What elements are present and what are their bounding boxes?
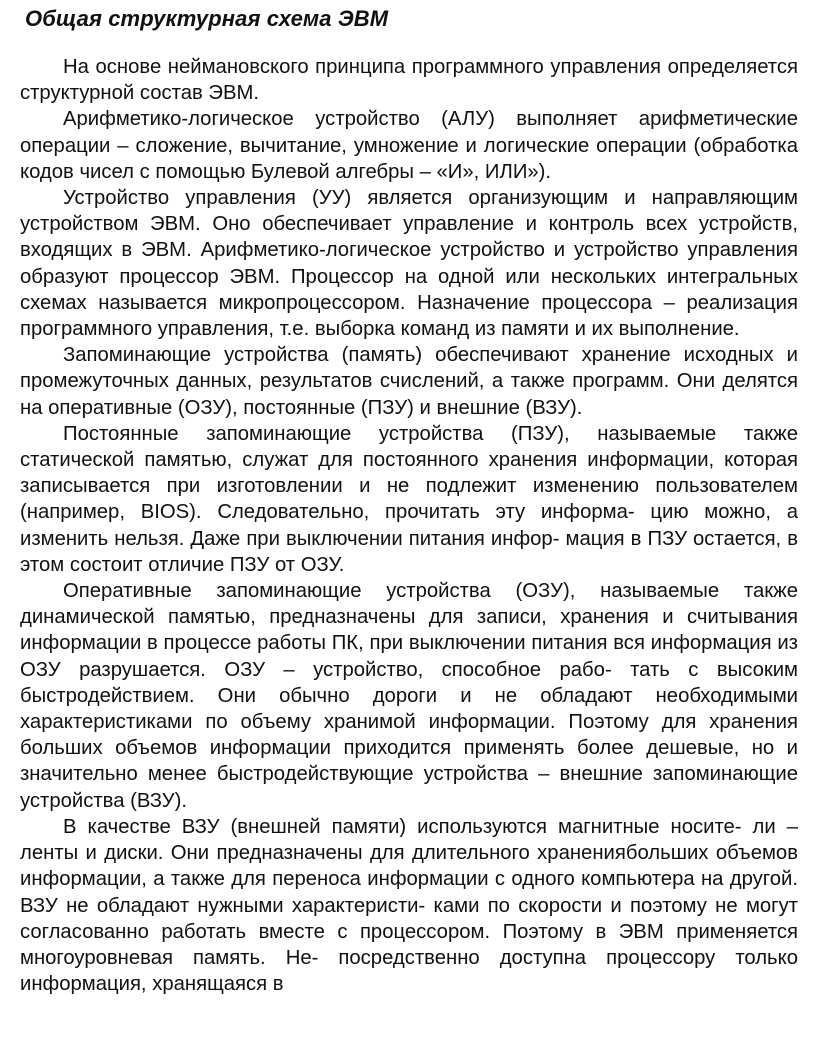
- paragraph-alu: Арифметико-логическое устройство (АЛУ) выполняет арифметические операции – сложение, вычитание, умножение и логические операции (обработка кодов чисел с помощью Булевой алгебры – «И», ИЛИ»).: [20, 108, 798, 183]
- paragraph-rom: Постоянные запоминающие устройства (ПЗУ), называемые также статической памятью, служат для постоянного хранения информации, которая записывается при изготовлении и не подлежит изменению пользователем (например, BIOS). Следовательно, прочитать эту информа- цию можно, а изменить нельзя. Даже при выключении питания инфор- мация в ПЗУ остается, в этом состоит отличие ПЗУ от ОЗУ.: [20, 422, 798, 576]
- paragraph-ram: Оперативные запоминающие устройства (ОЗУ), называемые также динамической памятью, предназначены для записи, хранения и считывания информации в процессе работы ПК, при выключении питания вся информация из ОЗУ разрушается. ОЗУ – устройство, способное рабо- тать с высоким быстродействием. Они обычно дороги и не обладают необходимыми характеристиками по объему хранимой информации. Поэтому для хранения больших объемов информации приходится применять более дешевые, но и значительно менее быстродействующие устройства – внешние запоминающие устройства (ВЗУ).: [20, 580, 798, 812]
- paragraph-control-unit: Устройство управления (УУ) является организующим и направляющим устройством ЭВМ. Оно обеспечивает управление и контроль всех устройств, входящих в ЭВМ. Арифметико-логическое устройство и устройство управления образуют процессор ЭВМ. Процессор на одной или нескольких интегральных схемах называется микропроцессором. Назначение процессора – реализация программного управления, т.е. выборка команд из памяти и их выполнение.: [20, 187, 798, 341]
- paragraph-external-memory: В качестве ВЗУ (внешней памяти) используются магнитные носите- ли – ленты и диски. Они предназначены для длительного хранениябольших объемов информации, а также для переноса информации с одного компьютера на другой. ВЗУ не обладают нужными характеристи- ками по скорости и поэтому не могут согласованно работать вместе с процессором. Поэтому в ЭВМ применяется многоуровневая память. Не- посредственно доступна процессору только информация, хранящаяся в: [20, 815, 798, 996]
- paragraph-von-neumann-principle: На основе неймановского принципа программного управления определяется структурной состав ЭВМ.: [20, 56, 798, 105]
- page-title: Общая структурная схема ЭВМ: [25, 6, 389, 31]
- document-body: [20, 54, 798, 997]
- paragraph-memory: Запоминающие устройства (память) обеспечивают хранение исходных и промежуточных данных, результатов счислений, а также программ. Они делятся на оперативные (ОЗУ), постоянные (ПЗУ) и внешние (ВЗУ).: [20, 344, 798, 419]
